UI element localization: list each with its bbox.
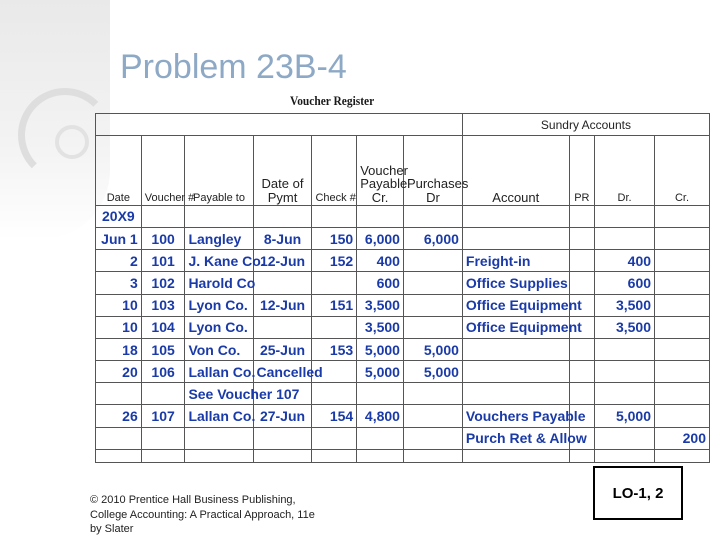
cell-account <box>462 227 569 249</box>
cell-voucher: 101 <box>141 250 185 272</box>
cell-account: Vouchers Payable <box>462 405 569 427</box>
cell-date-of-pymt: 25-Jun <box>253 338 312 360</box>
cell-account <box>462 383 569 405</box>
cell-purchases <box>403 427 462 449</box>
cell-voucher-payable <box>357 383 404 405</box>
cell-cr <box>655 383 710 405</box>
table-row <box>96 338 710 360</box>
cell-purchases <box>403 405 462 427</box>
cell-voucher-payable: 400 <box>357 250 404 272</box>
table-row <box>96 272 710 294</box>
cell-date: 26 <box>96 405 142 427</box>
cell-voucher: 107 <box>141 405 185 427</box>
cell-cr <box>655 294 710 316</box>
cell-dr: 400 <box>595 250 655 272</box>
cell-pr <box>569 227 594 249</box>
cell-purchases <box>403 316 462 338</box>
cell-date-of-pymt: 12-Jun <box>253 250 312 272</box>
table-row <box>96 361 710 383</box>
cell-pr <box>569 272 594 294</box>
table-row <box>96 383 710 405</box>
cell-dr <box>595 361 655 383</box>
cell-purchases <box>403 294 462 316</box>
table-row <box>96 427 710 449</box>
cell-payee: Von Co. <box>185 338 253 360</box>
cell-cr: 200 <box>655 427 710 449</box>
copyright-credit: © 2010 Prentice Hall Business Publishing, College Accounting: A Practical Approach, 11e by Slater <box>90 494 315 535</box>
cell-date: 18 <box>96 338 142 360</box>
cell-date-of-pymt <box>253 427 312 449</box>
cell-voucher-payable <box>357 427 404 449</box>
cell-check <box>312 316 357 338</box>
table-row <box>96 405 710 427</box>
cell-voucher-payable: 6,000 <box>357 227 404 249</box>
cell-cr <box>655 272 710 294</box>
cell-cr <box>655 316 710 338</box>
cell-dr <box>595 338 655 360</box>
cell-dr <box>595 383 655 405</box>
cell-pr <box>569 250 594 272</box>
cell-date <box>96 383 142 405</box>
cell-payee: J. Kane Co. <box>185 250 253 272</box>
corner-dot-decoration <box>55 125 89 159</box>
table-row <box>96 250 710 272</box>
year-cell: 20X9 <box>96 205 142 227</box>
col-header-voucher: Voucher # <box>141 136 185 206</box>
cell-check: 151 <box>312 294 357 316</box>
blank-row <box>96 449 710 462</box>
cell-voucher: 104 <box>141 316 185 338</box>
cell-date: 3 <box>96 272 142 294</box>
cell-check <box>312 383 357 405</box>
cell-voucher: 103 <box>141 294 185 316</box>
cell-check: 152 <box>312 250 357 272</box>
cell-dr: 5,000 <box>595 405 655 427</box>
cell-purchases: 6,000 <box>403 227 462 249</box>
sundry-accounts-header: Sundry Accounts <box>462 114 709 136</box>
column-header-row <box>96 136 710 206</box>
cell-account: Office Equipment <box>462 316 569 338</box>
cell-pr <box>569 383 594 405</box>
cell-date-of-pymt: 8-Jun <box>253 227 312 249</box>
cell-payee: See Voucher 107 <box>185 383 253 405</box>
year-row <box>96 205 710 227</box>
cell-pr <box>569 361 594 383</box>
cell-check: 153 <box>312 338 357 360</box>
cell-dr: 3,500 <box>595 316 655 338</box>
cell-cr <box>655 361 710 383</box>
col-header-account: Account <box>462 136 569 206</box>
cell-payee: Lallan Co. <box>185 405 253 427</box>
cell-account <box>462 361 569 383</box>
cell-cr <box>655 405 710 427</box>
cell-voucher <box>141 427 185 449</box>
cell-account: Freight-in <box>462 250 569 272</box>
top-left-blank <box>96 114 463 136</box>
cell-voucher: 105 <box>141 338 185 360</box>
cell-voucher-payable: 5,000 <box>357 338 404 360</box>
voucher-register-table <box>95 113 710 463</box>
cell-voucher-payable: 3,500 <box>357 294 404 316</box>
cell-voucher: 102 <box>141 272 185 294</box>
cell-voucher: 100 <box>141 227 185 249</box>
cell-payee: Lyon Co. <box>185 316 253 338</box>
col-header-date-of-pymt: Date of Pymt <box>253 136 312 206</box>
col-header-cr: Cr. <box>655 136 710 206</box>
cell-check: 154 <box>312 405 357 427</box>
cell-dr: 3,500 <box>595 294 655 316</box>
col-header-date: Date <box>96 136 142 206</box>
col-header-check: Check # <box>312 136 357 206</box>
cell-purchases: 5,000 <box>403 338 462 360</box>
col-header-dr: Dr. <box>595 136 655 206</box>
cell-purchases <box>403 250 462 272</box>
cell-date: 2 <box>96 250 142 272</box>
cell-date: 20 <box>96 361 142 383</box>
cell-account: Purch Ret & Allow <box>462 427 569 449</box>
cell-cr <box>655 338 710 360</box>
cell-payee <box>185 427 253 449</box>
cell-voucher-payable: 4,800 <box>357 405 404 427</box>
cell-voucher-payable: 3,500 <box>357 316 404 338</box>
cell-dr <box>595 227 655 249</box>
slide-title: Problem 23B-4 <box>120 48 347 86</box>
table-row <box>96 227 710 249</box>
col-header-pr: PR <box>569 136 594 206</box>
cell-cr <box>655 250 710 272</box>
table-row <box>96 316 710 338</box>
cell-check: 150 <box>312 227 357 249</box>
cell-payee: Lyon Co. <box>185 294 253 316</box>
cell-date-of-pymt: Cancelled <box>253 361 312 383</box>
cell-purchases: 5,000 <box>403 361 462 383</box>
cell-date-of-pymt <box>253 316 312 338</box>
cell-purchases <box>403 383 462 405</box>
learning-objective-badge: LO-1, 2 <box>593 466 683 520</box>
col-header-payable-to: Payable to <box>185 136 253 206</box>
cell-date-of-pymt <box>253 272 312 294</box>
cell-voucher-payable: 5,000 <box>357 361 404 383</box>
cell-date-of-pymt: 12-Jun <box>253 294 312 316</box>
col-header-purchases: Purchases Dr <box>403 136 462 206</box>
register-body <box>96 227 710 449</box>
cell-date: 10 <box>96 316 142 338</box>
cell-payee: Langley <box>185 227 253 249</box>
cell-check <box>312 427 357 449</box>
cell-payee: Lallan Co. <box>185 361 253 383</box>
cell-account: Office Equipment <box>462 294 569 316</box>
cell-date <box>96 427 142 449</box>
cell-voucher: 106 <box>141 361 185 383</box>
cell-dr: 600 <box>595 272 655 294</box>
cell-dr <box>595 427 655 449</box>
cell-payee: Harold Co <box>185 272 253 294</box>
cell-date: 10 <box>96 294 142 316</box>
cell-voucher <box>141 383 185 405</box>
cell-account <box>462 338 569 360</box>
cell-date-of-pymt: 27-Jun <box>253 405 312 427</box>
cell-voucher-payable: 600 <box>357 272 404 294</box>
cell-purchases <box>403 272 462 294</box>
cell-check <box>312 272 357 294</box>
col-header-voucher-payable: Voucher Payable Cr. <box>357 136 404 206</box>
table-top-row <box>96 114 710 136</box>
cell-cr <box>655 227 710 249</box>
table-row <box>96 294 710 316</box>
register-title: Voucher Register <box>290 93 375 108</box>
cell-date: Jun 1 <box>96 227 142 249</box>
cell-account: Office Supplies <box>462 272 569 294</box>
cell-pr <box>569 338 594 360</box>
